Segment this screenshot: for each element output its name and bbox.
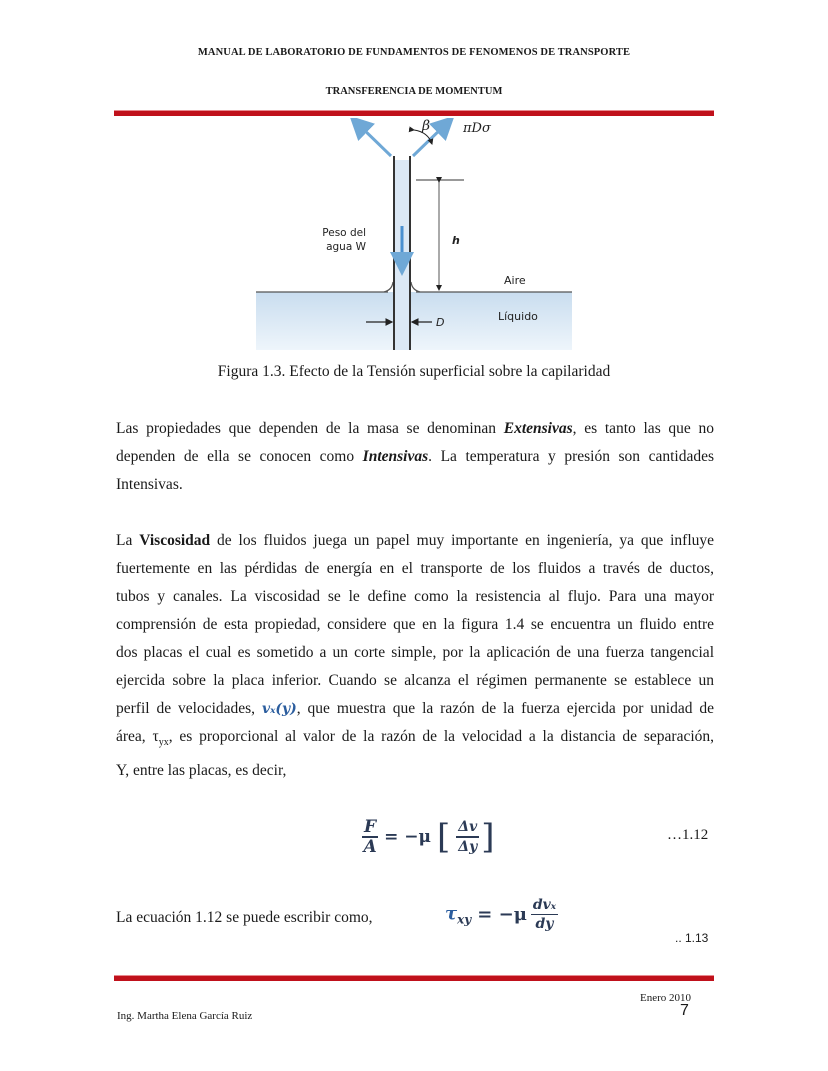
delta-fraction: $\frac{\Delta v}{\Delta y}$ (458, 819, 478, 855)
term-extensivas: Extensivas (503, 420, 573, 437)
force-label: πDσ (463, 121, 491, 136)
footer-author: Ing. Martha Elena García Ruiz (117, 1010, 253, 1022)
paragraph-line: ejercida sobre la placa inferior. Cuando se alcanza el régimen permanente se establece un (116, 672, 714, 689)
weight-label-1: Peso del (322, 227, 366, 239)
equation-intro-text: La ecuación 1.12 se puede escribir como, (116, 909, 373, 926)
document-header-subtitle: TRANSFERENCIA DE MOMENTUM (325, 86, 503, 97)
paragraph-line: dos placas el cual es sometido a un corte simple, por la aplicación de una fuerza tangencial (116, 644, 714, 661)
velocity-profile-math: vₓ(y) (261, 701, 297, 717)
paragraph-properties (116, 415, 714, 499)
equation-number-1-13: .. 1.13 (675, 931, 709, 945)
paragraph-line: Intensivas. (116, 476, 183, 493)
footer-date: Enero 2010 (640, 992, 692, 1004)
paragraph-viscosity (116, 527, 714, 785)
beta-label: β (422, 118, 431, 134)
term-intensivas: Intensivas (362, 448, 429, 465)
header-rule (114, 110, 714, 116)
equation-1-13: $\tau_{xy}$ = −μ $\frac{\text{dvₓ}}{dy}$ (445, 897, 557, 932)
paragraph-line: Las propiedades que dependen de la masa se denominan Extensivas, es tanto las que no (116, 420, 714, 437)
paragraph-line: fuertemente en las pérdidas de energía en el transporte de los fluidos a través de ductos, (116, 560, 714, 577)
equation-number-1-12: …1.12 (667, 827, 709, 843)
document-header-title: MANUAL DE LABORATORIO DE FUNDAMENTOS DE FENOMENOS DE TRANSPORTE (197, 47, 631, 58)
diameter-label: D (436, 316, 445, 329)
paragraph-line: La Viscosidad de los fluidos juega un papel muy importante en ingeniería, ya que influye (116, 532, 714, 549)
liquid-label: Líquido (498, 310, 538, 323)
derivative-fraction: $\frac{\text{dvₓ}}{dy}$ (532, 897, 557, 932)
paragraph-line: perfil de velocidades, vₓ(y), que muestra que la razón de la fuerza ejercida por unidad de (116, 700, 715, 717)
term-viscosidad: Viscosidad (139, 532, 211, 549)
force-area-fraction: $\frac{F}{A}$ (363, 817, 377, 857)
paragraph-line: tubos y canales. La viscosidad se le define como la resistencia al flujo. Para una mayor (116, 588, 714, 605)
paragraph-line: dependen de ella se conocen como Intensivas. La temperatura y presión son cantidades (116, 448, 714, 465)
air-label: Aire (504, 274, 526, 287)
capillary-figure (256, 118, 572, 352)
paragraph-line: Y, entre las placas, es decir, (116, 762, 287, 780)
paragraph-line: comprensión de esta propiedad, considere que en la figura 1.4 se encuentra un fluido entre (116, 616, 714, 633)
footer-rule (114, 975, 714, 981)
weight-label-2: agua W (326, 241, 366, 253)
paragraph-line: área, $\tau_{yx}$, es proporcional al valor de la razón de la velocidad a la distancia de separación, (116, 728, 715, 749)
figure-caption: Figura 1.3. Efecto de la Tensión superficial sobre la capilaridad (217, 363, 611, 380)
height-label: h (452, 234, 460, 247)
equation-1-12: $\frac{F}{A}$ = −μ [ $\frac{\Delta v}{\Delta y}$ ] (363, 817, 495, 857)
page-number: 7 (680, 1002, 689, 1019)
